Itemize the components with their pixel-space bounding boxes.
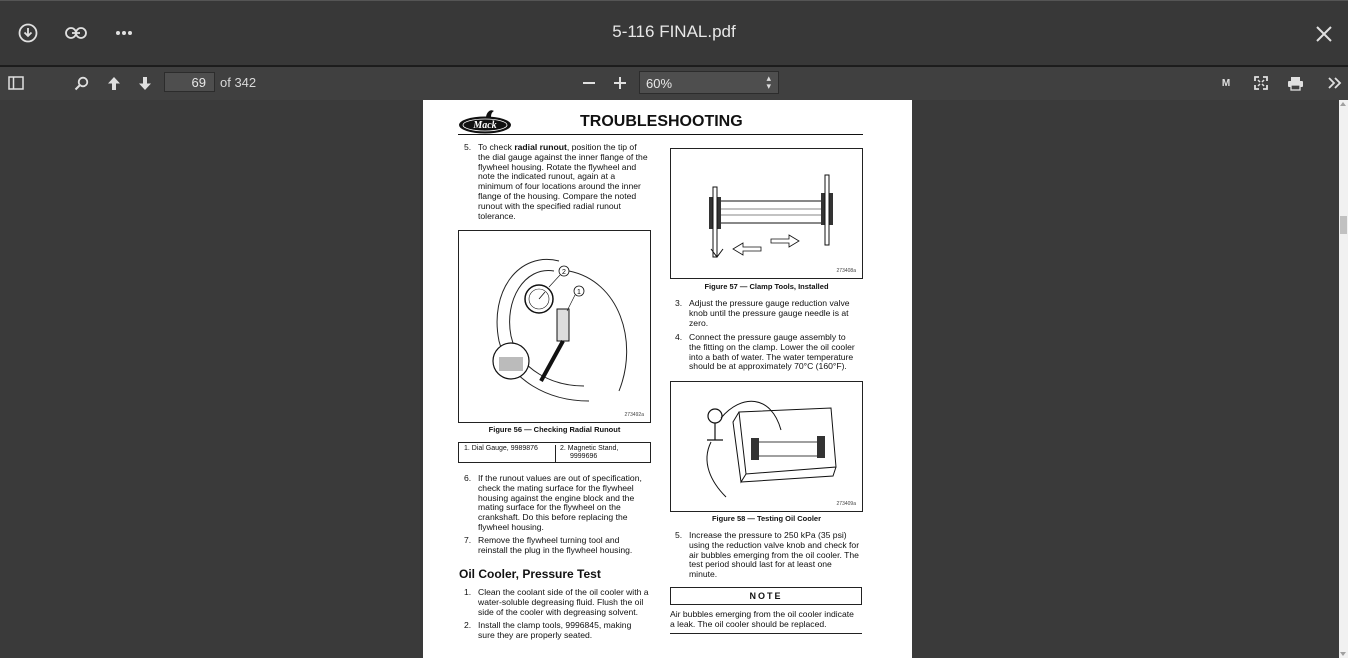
text-line: note the indicated runout, again at a xyxy=(478,171,616,182)
pdf-toolbar xyxy=(0,67,1348,100)
figure-57-caption: Figure 57 — Clamp Tools, Installed xyxy=(704,282,829,291)
figure-code: 273409a xyxy=(836,501,856,507)
minus-icon[interactable] xyxy=(580,75,598,91)
text-line: zero. xyxy=(689,317,709,328)
legend-item-2-line1: 2. Magnetic Stand, xyxy=(560,445,619,452)
legend-item-2 xyxy=(555,445,652,462)
step-number: 3. xyxy=(675,298,683,308)
text-line: should be at approximately 70°C (160°F). xyxy=(689,361,847,372)
arrow-down-icon[interactable] xyxy=(136,74,154,92)
section-heading: Oil Cooler, Pressure Test xyxy=(459,567,601,581)
figure-code: 273492a xyxy=(624,412,644,418)
figure-58 xyxy=(670,381,863,512)
callout-1: 1 xyxy=(577,289,581,296)
scroll-up-icon[interactable] xyxy=(1340,102,1346,106)
step-text xyxy=(478,474,642,533)
mack-logo-icon xyxy=(458,108,514,134)
scroll-down-icon[interactable] xyxy=(1340,652,1346,656)
text-line: the fitting on the clamp. Lower the oil cooler xyxy=(689,341,855,352)
text-line: flywheel housing. Rotate the flywheel and xyxy=(478,161,637,172)
text-line: Remove the flywheel turning tool and xyxy=(478,535,620,545)
text-line: reinstall the plug in the flywheel housing. xyxy=(478,544,633,555)
step-text xyxy=(689,333,855,372)
text-line: water-soluble degreasing fluid. Flush the oil xyxy=(478,596,644,607)
scrollbar-thumb[interactable] xyxy=(1340,216,1347,234)
sidebar-toggle-icon[interactable] xyxy=(7,75,25,91)
arrow-up-icon[interactable] xyxy=(105,74,123,92)
figure-56-legend xyxy=(458,442,651,463)
text-line: knob until the pressure gauge needle is at xyxy=(689,307,849,318)
figure-56 xyxy=(458,230,651,423)
text-line: sure they are properly seated. xyxy=(478,629,593,640)
search-icon[interactable] xyxy=(72,75,90,91)
radial-runout-illustration xyxy=(459,231,650,422)
text-line: flange of the housing. Compare the noted xyxy=(478,190,637,201)
double-chevron-icon[interactable] xyxy=(1326,75,1344,91)
step-text xyxy=(478,143,648,221)
testing-oil-cooler-illustration xyxy=(671,382,862,511)
page-count: of 342 xyxy=(220,75,257,90)
text-line: flywheel housing. xyxy=(478,521,544,532)
text-line: minimum of four locations around the inner xyxy=(478,181,641,192)
zoom-select[interactable] xyxy=(639,71,779,94)
step-text xyxy=(478,621,631,641)
text-line: into a bath of water. The water temperature xyxy=(689,351,854,362)
step-number: 4. xyxy=(675,332,683,342)
pdf-page xyxy=(423,100,912,658)
step-text xyxy=(478,588,649,617)
text-line: Connect the pressure gauge assembly to xyxy=(689,332,846,342)
text-line: mating surface for the flywheel on the xyxy=(478,502,621,513)
m-icon[interactable]: M xyxy=(1221,77,1231,89)
vertical-scrollbar[interactable] xyxy=(1339,100,1348,658)
text-line: crankshaft. Do this before replacing the xyxy=(478,512,628,523)
plus-icon[interactable] xyxy=(611,74,629,92)
step-number: 5. xyxy=(464,142,472,152)
text-line: Increase the pressure to 250 kPa (35 psi) xyxy=(689,530,847,540)
step-text xyxy=(689,531,859,580)
chevron-updown-icon: ▴ ▾ xyxy=(766,73,771,91)
figure-57 xyxy=(670,148,863,279)
close-icon[interactable] xyxy=(1313,23,1335,45)
text-line: runout with the specified radial runout xyxy=(478,200,621,211)
text-line: side of the cooler with degreasing solvent. xyxy=(478,606,639,617)
page-title: TROUBLESHOOTING xyxy=(580,113,743,130)
text-line: the dial gauge against the inner flange of the xyxy=(478,151,648,162)
callout-2: 2 xyxy=(562,269,566,276)
fullscreen-icon[interactable] xyxy=(1252,74,1270,92)
logo-text: Mack xyxy=(473,120,497,131)
text-line: air bubbles emerging from the oil cooler. The xyxy=(689,549,859,560)
text-line: a leak. The oil cooler should be replaced. xyxy=(670,618,827,629)
note-box: NOTE xyxy=(670,587,862,605)
step-number: 5. xyxy=(675,530,683,540)
figure-code: 273408a xyxy=(836,268,856,274)
print-icon[interactable] xyxy=(1285,74,1305,92)
figure-56-caption: Figure 56 — Checking Radial Runout xyxy=(488,425,621,434)
step-text xyxy=(478,536,632,556)
step-number: 1. xyxy=(464,587,472,597)
legend-item-1: 1. Dial Gauge, 9989876 xyxy=(464,445,538,452)
text-line: housing against the engine block and the xyxy=(478,492,635,503)
text-line: using the reduction valve knob and check for xyxy=(689,539,860,550)
text-line: Air bubbles emerging from the oil cooler indicate xyxy=(670,609,854,619)
document-title: 5-116 FINAL.pdf xyxy=(612,22,736,41)
title-bar xyxy=(0,0,1348,65)
step-text xyxy=(689,299,850,328)
text-line: check the mating surface for the flywheel xyxy=(478,482,634,493)
step-number: 6. xyxy=(464,473,472,483)
page-header xyxy=(458,108,863,135)
text-line: To check radial runout, position the tip of xyxy=(478,142,637,152)
figure-58-caption: Figure 58 — Testing Oil Cooler xyxy=(711,514,822,523)
zoom-value: 60% xyxy=(646,76,673,91)
step-number: 7. xyxy=(464,535,472,545)
text-line: tolerance. xyxy=(478,210,516,221)
text-line: minute. xyxy=(689,569,718,580)
note-text xyxy=(670,610,862,634)
step-number: 2. xyxy=(464,620,472,630)
legend-item-2-line2: 9999696 xyxy=(570,453,598,460)
text-line: test period should last for at least one xyxy=(689,559,832,570)
text-line: Adjust the pressure gauge reduction valve xyxy=(689,298,850,308)
text-line: Clean the coolant side of the oil cooler with a xyxy=(478,587,649,597)
text-line: If the runout values are out of specification, xyxy=(478,473,642,483)
clamp-tools-illustration xyxy=(671,149,862,278)
text-line: Install the clamp tools, 9996845, making xyxy=(478,620,632,630)
page-number-input[interactable]: 69 xyxy=(164,72,215,92)
